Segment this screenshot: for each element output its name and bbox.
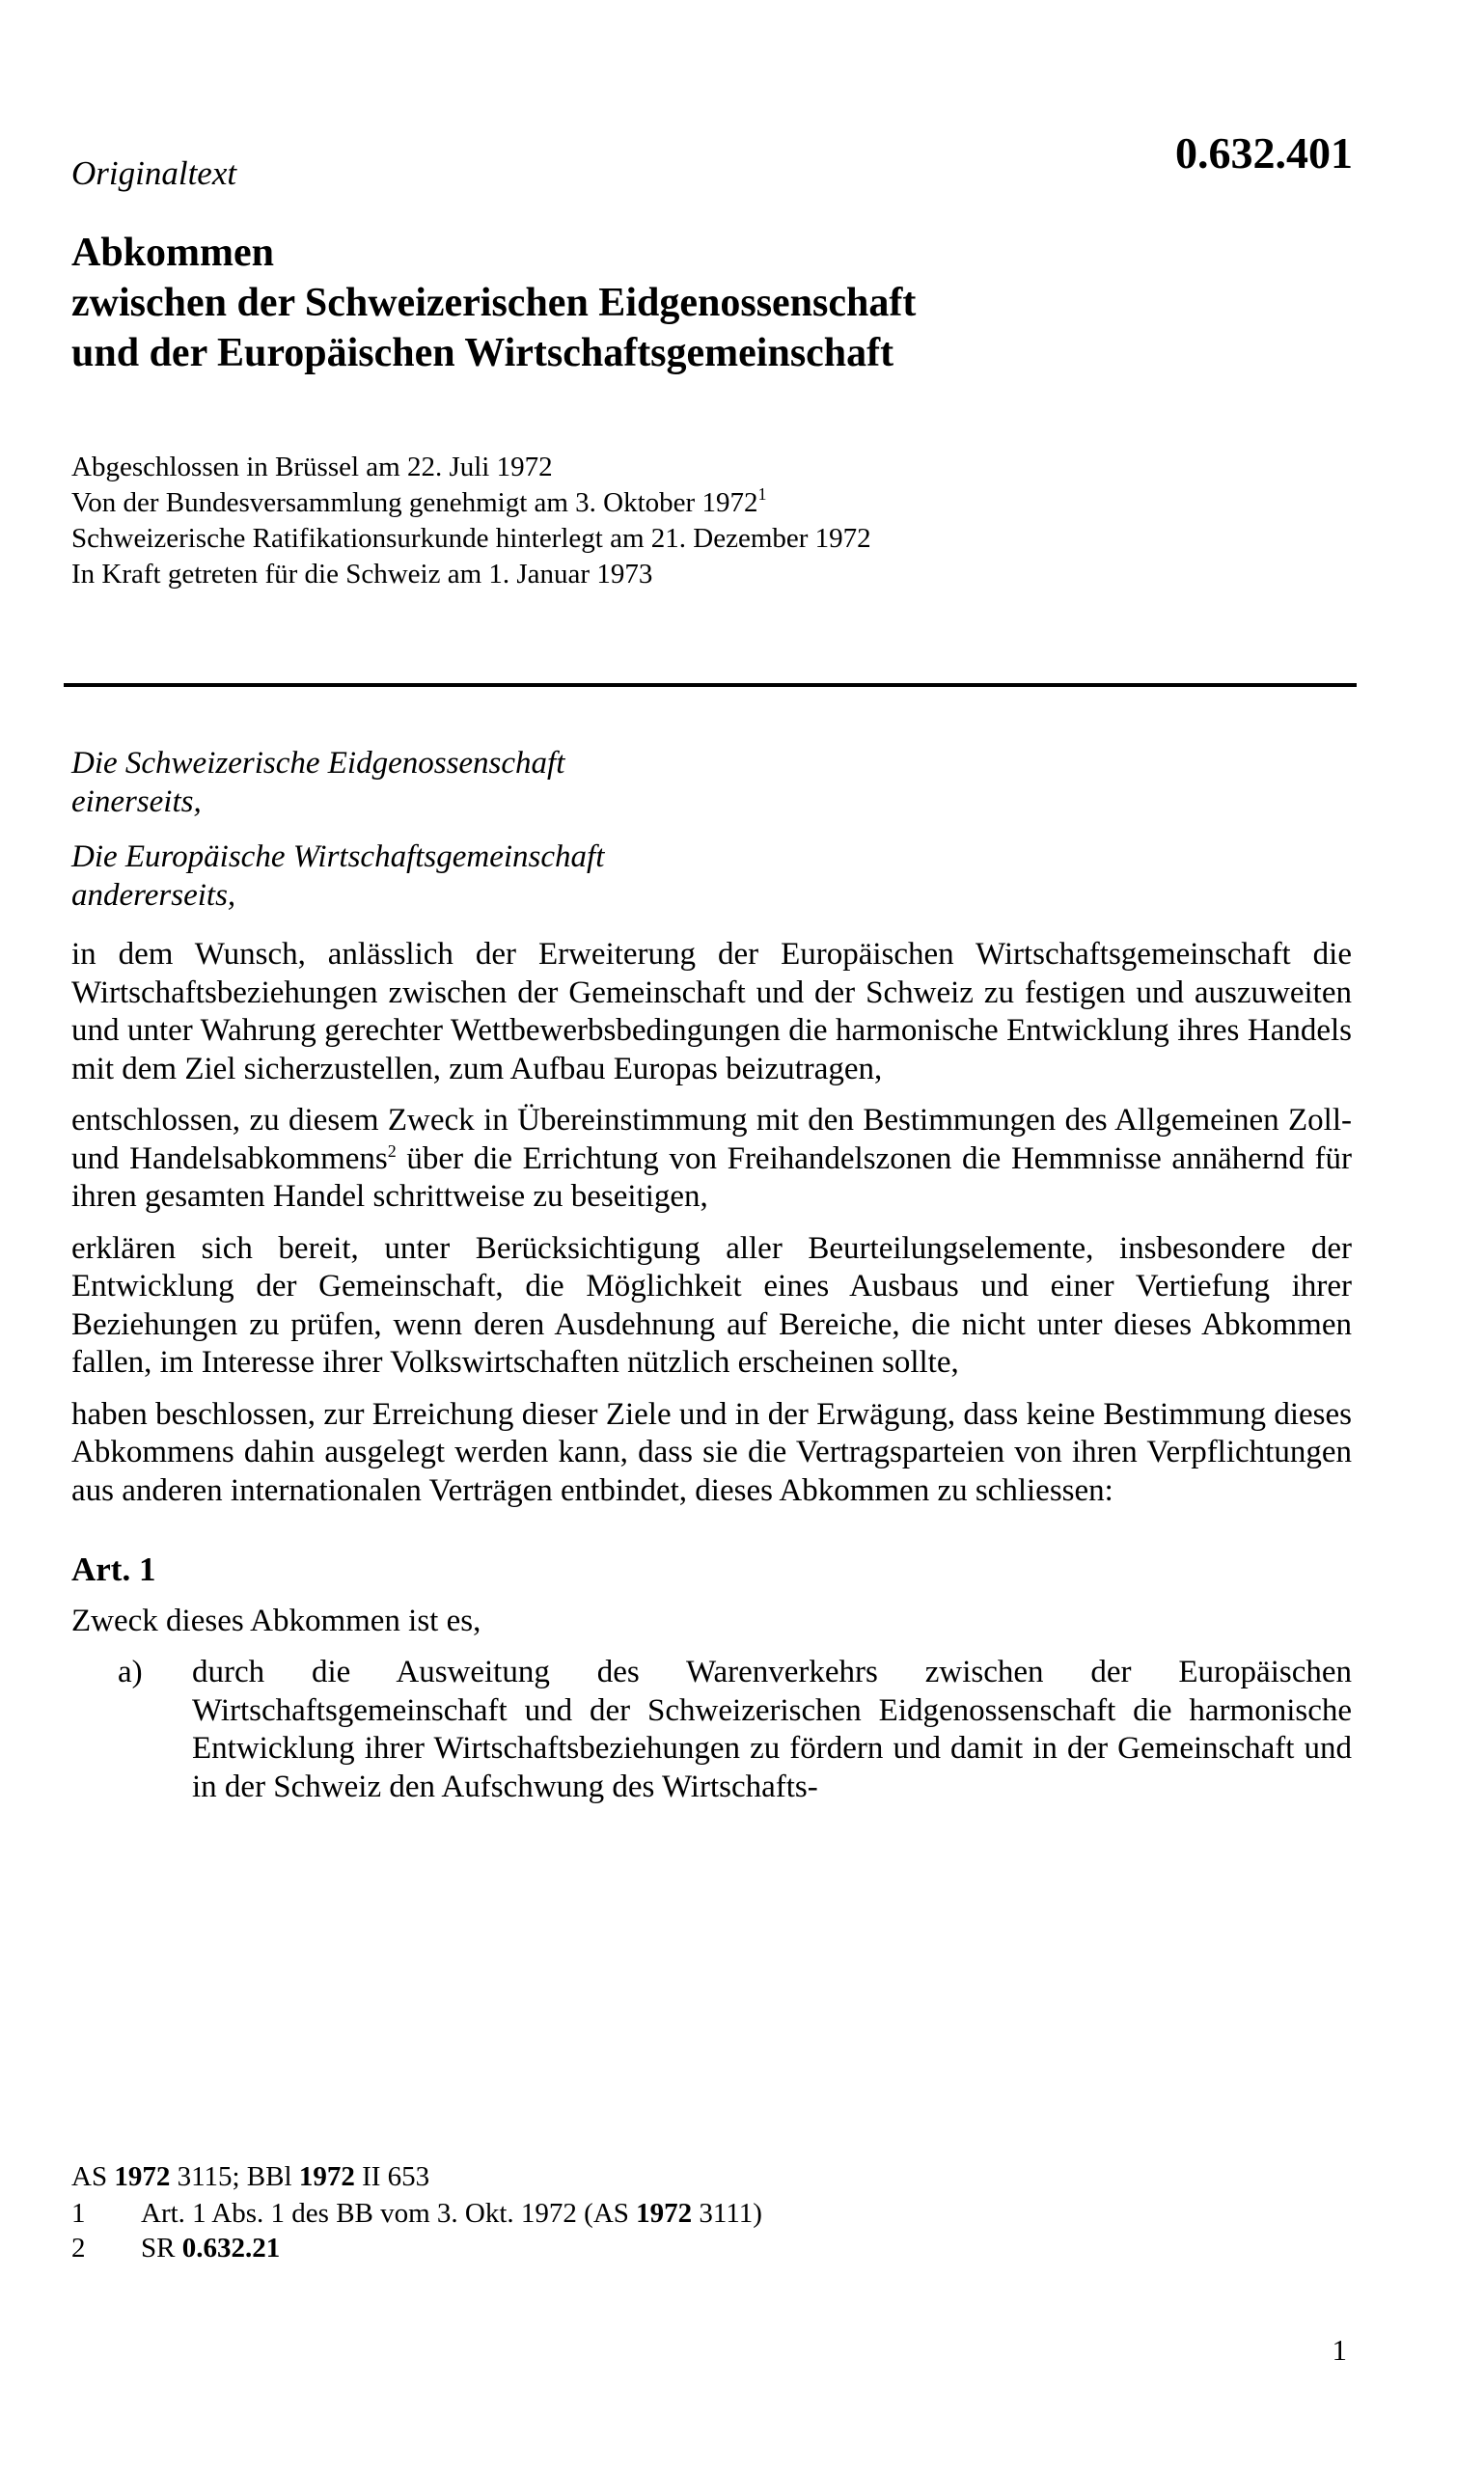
meta-ratified: Schweizerische Ratifikationsurkunde hinterlegt am 21. Dezember 1972 [71,523,871,554]
preamble-paragraph-1: in dem Wunsch, anlässlich der Erweiterung der Europäischen Wirtschaftsgemeinschaft die Wirtschaftsbeziehungen zwischen der Gemeinschaft und der Schweiz zu festigen und auszuweiten und unter Wahrung gerechter Wettbewerbsbedingungen die harmonische Entwicklung ihres Handels mit dem Ziel sicherzustellen, zum Aufbau Europas beizutragen, [71,937,1352,1086]
footnote-ref-2[interactable]: 2 [387,1140,397,1161]
preamble-paragraph-4: haben beschlossen, zur Erreichung dieser Ziele und in der Erwägung, dass keine Bestimmung dieses Abkommens dahin ausgelegt werden kann, dass sie die Vertragsparteien von ihren Verpflichtungen aus anderen internationalen Verträgen entbindet, dieses Abkommen zu schliessen: [71,1396,1352,1508]
party-eec-role: andererseits, [71,877,236,913]
footnote-2-sr-ref[interactable]: 0.632.21 [181,2233,281,2264]
footnotes [71,2159,1229,2265]
meta-in-force: In Kraft getreten für die Schweiz am 1. Januar 1973 [71,559,653,590]
party-eec: Die Europäische Wirtschaftsgemeinschaft [71,839,605,874]
article-1-item-a-text: durch die Ausweitung des Warenverkehrs zwischen der Europäischen Wirtschaftsgemeinschaft und der Schweizerischen Eidgenossenschaft die harmonische Entwicklung ihrer Wirtschaftsbeziehungen zu fördern und damit in der Gemeinschaft und in der Schweiz den Aufschwung des Wirtschafts- [192,1655,1352,1804]
title-line-3: und der Europäischen Wirtschaftsgemeinschaft [71,331,894,375]
footnote-1-year: 1972 [636,2198,693,2229]
article-1-item-a [71,1654,1352,1806]
footnote-2-number: 2 [71,2233,86,2264]
preamble-paragraph-2-start: entschlossen, zu diesem Zweck in Übereinstimmung mit den Bestimmungen des Allgemeinen Zoll- und Handelsabkommens [71,1103,1352,1176]
party-switzerland-role: einerseits, [71,783,202,819]
preamble-paragraph-2-end: über die Errichtung von Freihandelszonen die Hemmnisse annähernd für ihren gesamten Handel schrittweise zu beseitigen, [71,1140,1352,1214]
article-1-intro: Zweck dieses Abkommen ist es, [71,1603,481,1638]
footnote-1-text-end: 3111) [692,2198,762,2229]
footnote-2-text [141,2231,280,2265]
party-switzerland: Die Schweizerische Eidgenossenschaft [71,746,565,781]
footnote-2 [71,2231,1229,2265]
title-line-1: Abkommen [71,231,275,275]
meta-concluded: Abgeschlossen in Brüssel am 22. Juli 1972 [71,452,553,482]
title-line-2: zwischen der Schweizerischen Eidgenossenschaft [71,281,917,325]
meta-approved [71,485,1229,521]
footnote-2-text-start: SR [141,2233,182,2264]
preamble-paragraph-2 [71,1102,1352,1217]
footnote-1-text [141,2196,762,2231]
footnote-1-text-start: Art. 1 Abs. 1 des BB vom 3. Okt. 1972 (AS [141,2198,637,2229]
preamble-paragraph-3: erklären sich bereit, unter Berücksichtigung aller Beurteilungselemente, insbesondere der Entwicklung der Gemeinschaft, die Möglichkeit eines Ausbaus und einer Vertiefung ihrer Beziehungen zu prüfen, wenn deren Ausdehnung auf Bereiche, die nicht unter dieses Abkommen fallen, im Interesse ihrer Volkswirtschaften nützlich erscheinen sollte, [71,1230,1352,1380]
original-text-label: Originaltext [71,154,237,192]
meta-approved-text: Von der Bundesversammlung genehmigt am 3. Oktober 1972 [71,487,758,518]
article-1-item-a-label: a) [118,1655,143,1689]
treaty-metadata [71,450,1229,592]
source-bbl-year: 1972 [298,2161,355,2192]
source-bbl-page: II 653 [354,2161,430,2192]
page-number: 1 [1332,2333,1347,2367]
source-reference [71,2159,1229,2194]
document-body [71,745,1352,1806]
separator-rule [64,683,1357,687]
source-as-label: AS [71,2161,115,2192]
footnote-1-number: 1 [71,2198,86,2229]
source-as-page: 3115; BBl [170,2161,299,2192]
article-1-heading: Art. 1 [71,1551,156,1588]
sr-number: 0.632.401 [1175,128,1353,178]
source-as-year: 1972 [114,2161,171,2192]
footnote-ref-1[interactable]: 1 [757,484,767,504]
footnote-1 [71,2196,1229,2231]
document-title [71,228,1326,378]
